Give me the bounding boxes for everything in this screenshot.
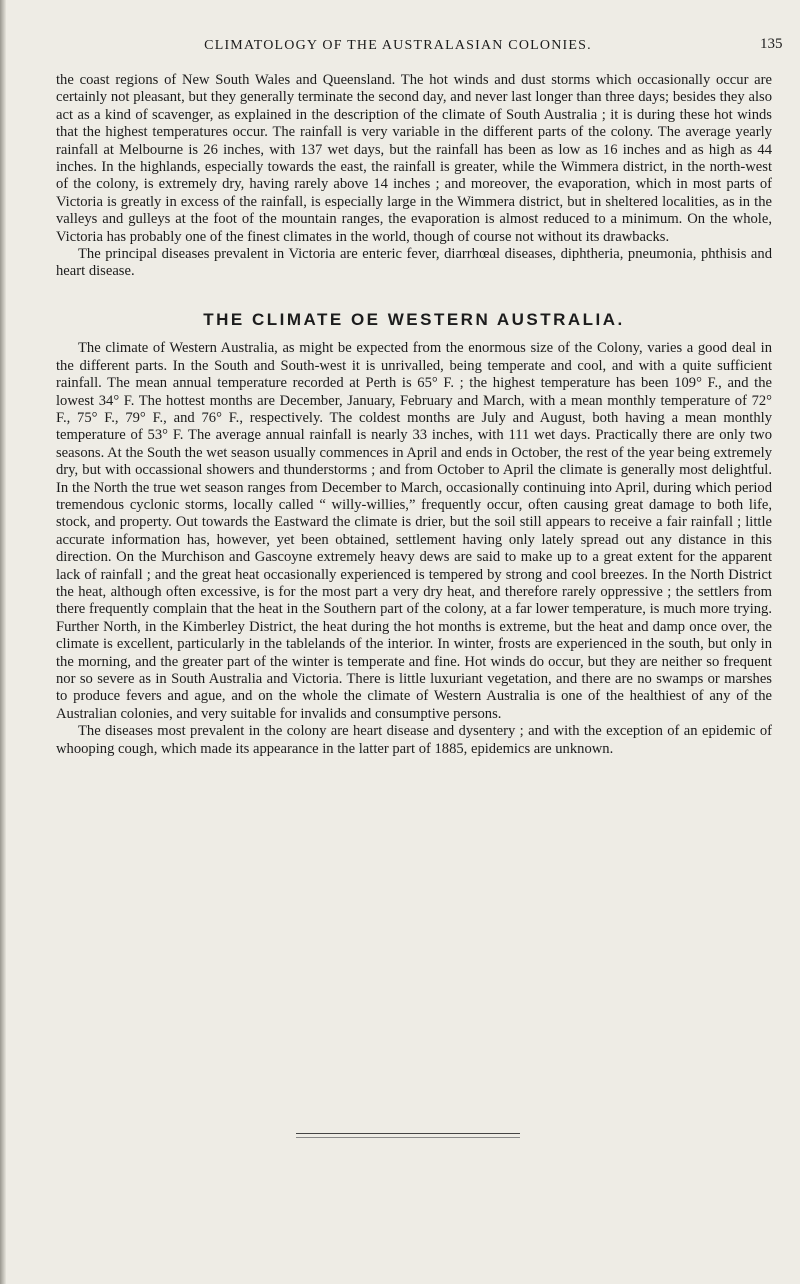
body-text	[56, 72, 772, 758]
paragraph-victoria-climate: the coast regions of New South Wales and Queensland. The hot winds and dust storms which occasionally occur are certainly not pleasant, but they generally terminate the second day, and never last longer than three days; besides they also act as a kind of scavenger, as explained in the description of the climate of South Australia ; it is during these hot winds that the highest temperatures occur. The rainfall is very variable in the different parts of the colony. The average yearly rainfall at Melbourne is 26 inches, with 137 wet days, but the rainfall has been as low as 16 inches and as high as 44 inches. In the highlands, especially towards the east, the rainfall is greater, while the Wimmera district, in the north-west of the colony, is extremely dry, having rarely above 14 inches ; and moreover, the evaporation, which in most parts of Victoria is greatly in excess of the rainfall, is especially large in the Wimmera district, but in sheltered localities, as in the valleys and gulleys at the foot of the mountain ranges, the evaporation is almost reduced to a minimum. On the whole, Victoria has probably one of the finest climates in the world, though of course not without its drawbacks.	[56, 72, 772, 245]
page-binding-edge	[0, 0, 6, 1284]
running-title: CLIMATOLOGY OF THE AUSTRALASIAN COLONIES.	[204, 38, 592, 53]
paragraph-victoria-diseases: The principal diseases prevalent in Victoria are enteric fever, diarrhœal diseases, diphtheria, pneumonia, phthisis and heart disease.	[56, 246, 772, 280]
end-rule	[296, 1133, 520, 1138]
paragraph-western-australia-climate: The climate of Western Australia, as might be expected from the enormous size of the Colony, varies a good deal in the different parts. In the South and South-west it is unrivalled, being temperate and cool, and with a quite sufficient rainfall. The mean annual temperature recorded at Perth is 65° F. ; the highest temperature has been 109° F., and the lowest 34° F. The hottest months are December, January, February and March, with a mean monthly temperature of 72° F., 75° F., 79° F., and 76° F., respectively. The coldest months are July and August, both having a mean monthly temperature of 53° F. The average annual rainfall is nearly 33 inches, with 111 wet days. Practically there are only two seasons. At the South the wet season usually commences in April and ends in October, the rest of the year being extremely dry, but with occassional showers and thunderstorms ; and from October to April the climate is generally most delightful. In the North the true wet season ranges from December to March, occasionally continuing into April, during which period tremendous cyclonic storms, locally called “ willy-willies,” frequently occur, often causing great damage to both life, stock, and property. Out towards the Eastward the climate is drier, but the soil still appears to receive a fair rainfall ; little accurate information has, however, yet been obtained, settlement having only lately spread out any distance in this direction. On the Murchison and Gascoyne extremely heavy dews are said to make up to a great extent for the apparent lack of rainfall ; and the great heat occasionally experienced is tempered by strong and cool breezes. In the North District the heat, although often excessive, is for the most part a very dry heat, and therefore rarely oppressive ; the settlers from there frequently complain that the heat in the Southern part of the colony, at a far lower temperature, is much more trying. Further North, in the Kimberley District, the heat during the hot months is extreme, but the heat and damp once over, the climate is excellent, particularly in the tablelands of the interior. In winter, frosts are experienced in the south, but only in the morning, and the greater part of the winter is temperate and fine. Hot winds do occur, but they are neither so frequent nor so severe as in South Australia and Victoria. There is little luxuriant vegetation, and there are no swamps or marshes to produce fevers and ague, and on the whole the climate of Western Australia is one of the healthiest of any of the Australian colonies, and very suitable for invalids and consumptive persons.	[56, 340, 772, 722]
page-number: 135	[760, 36, 783, 52]
paragraph-western-australia-diseases: The diseases most prevalent in the colony are heart disease and dysentery ; and with the exception of an epidemic of whooping cough, which made its appearance in the latter part of 1885, epidemics are unknown.	[56, 723, 772, 757]
section-title: THE CLIMATE OE WESTERN AUSTRALIA.	[203, 309, 625, 329]
